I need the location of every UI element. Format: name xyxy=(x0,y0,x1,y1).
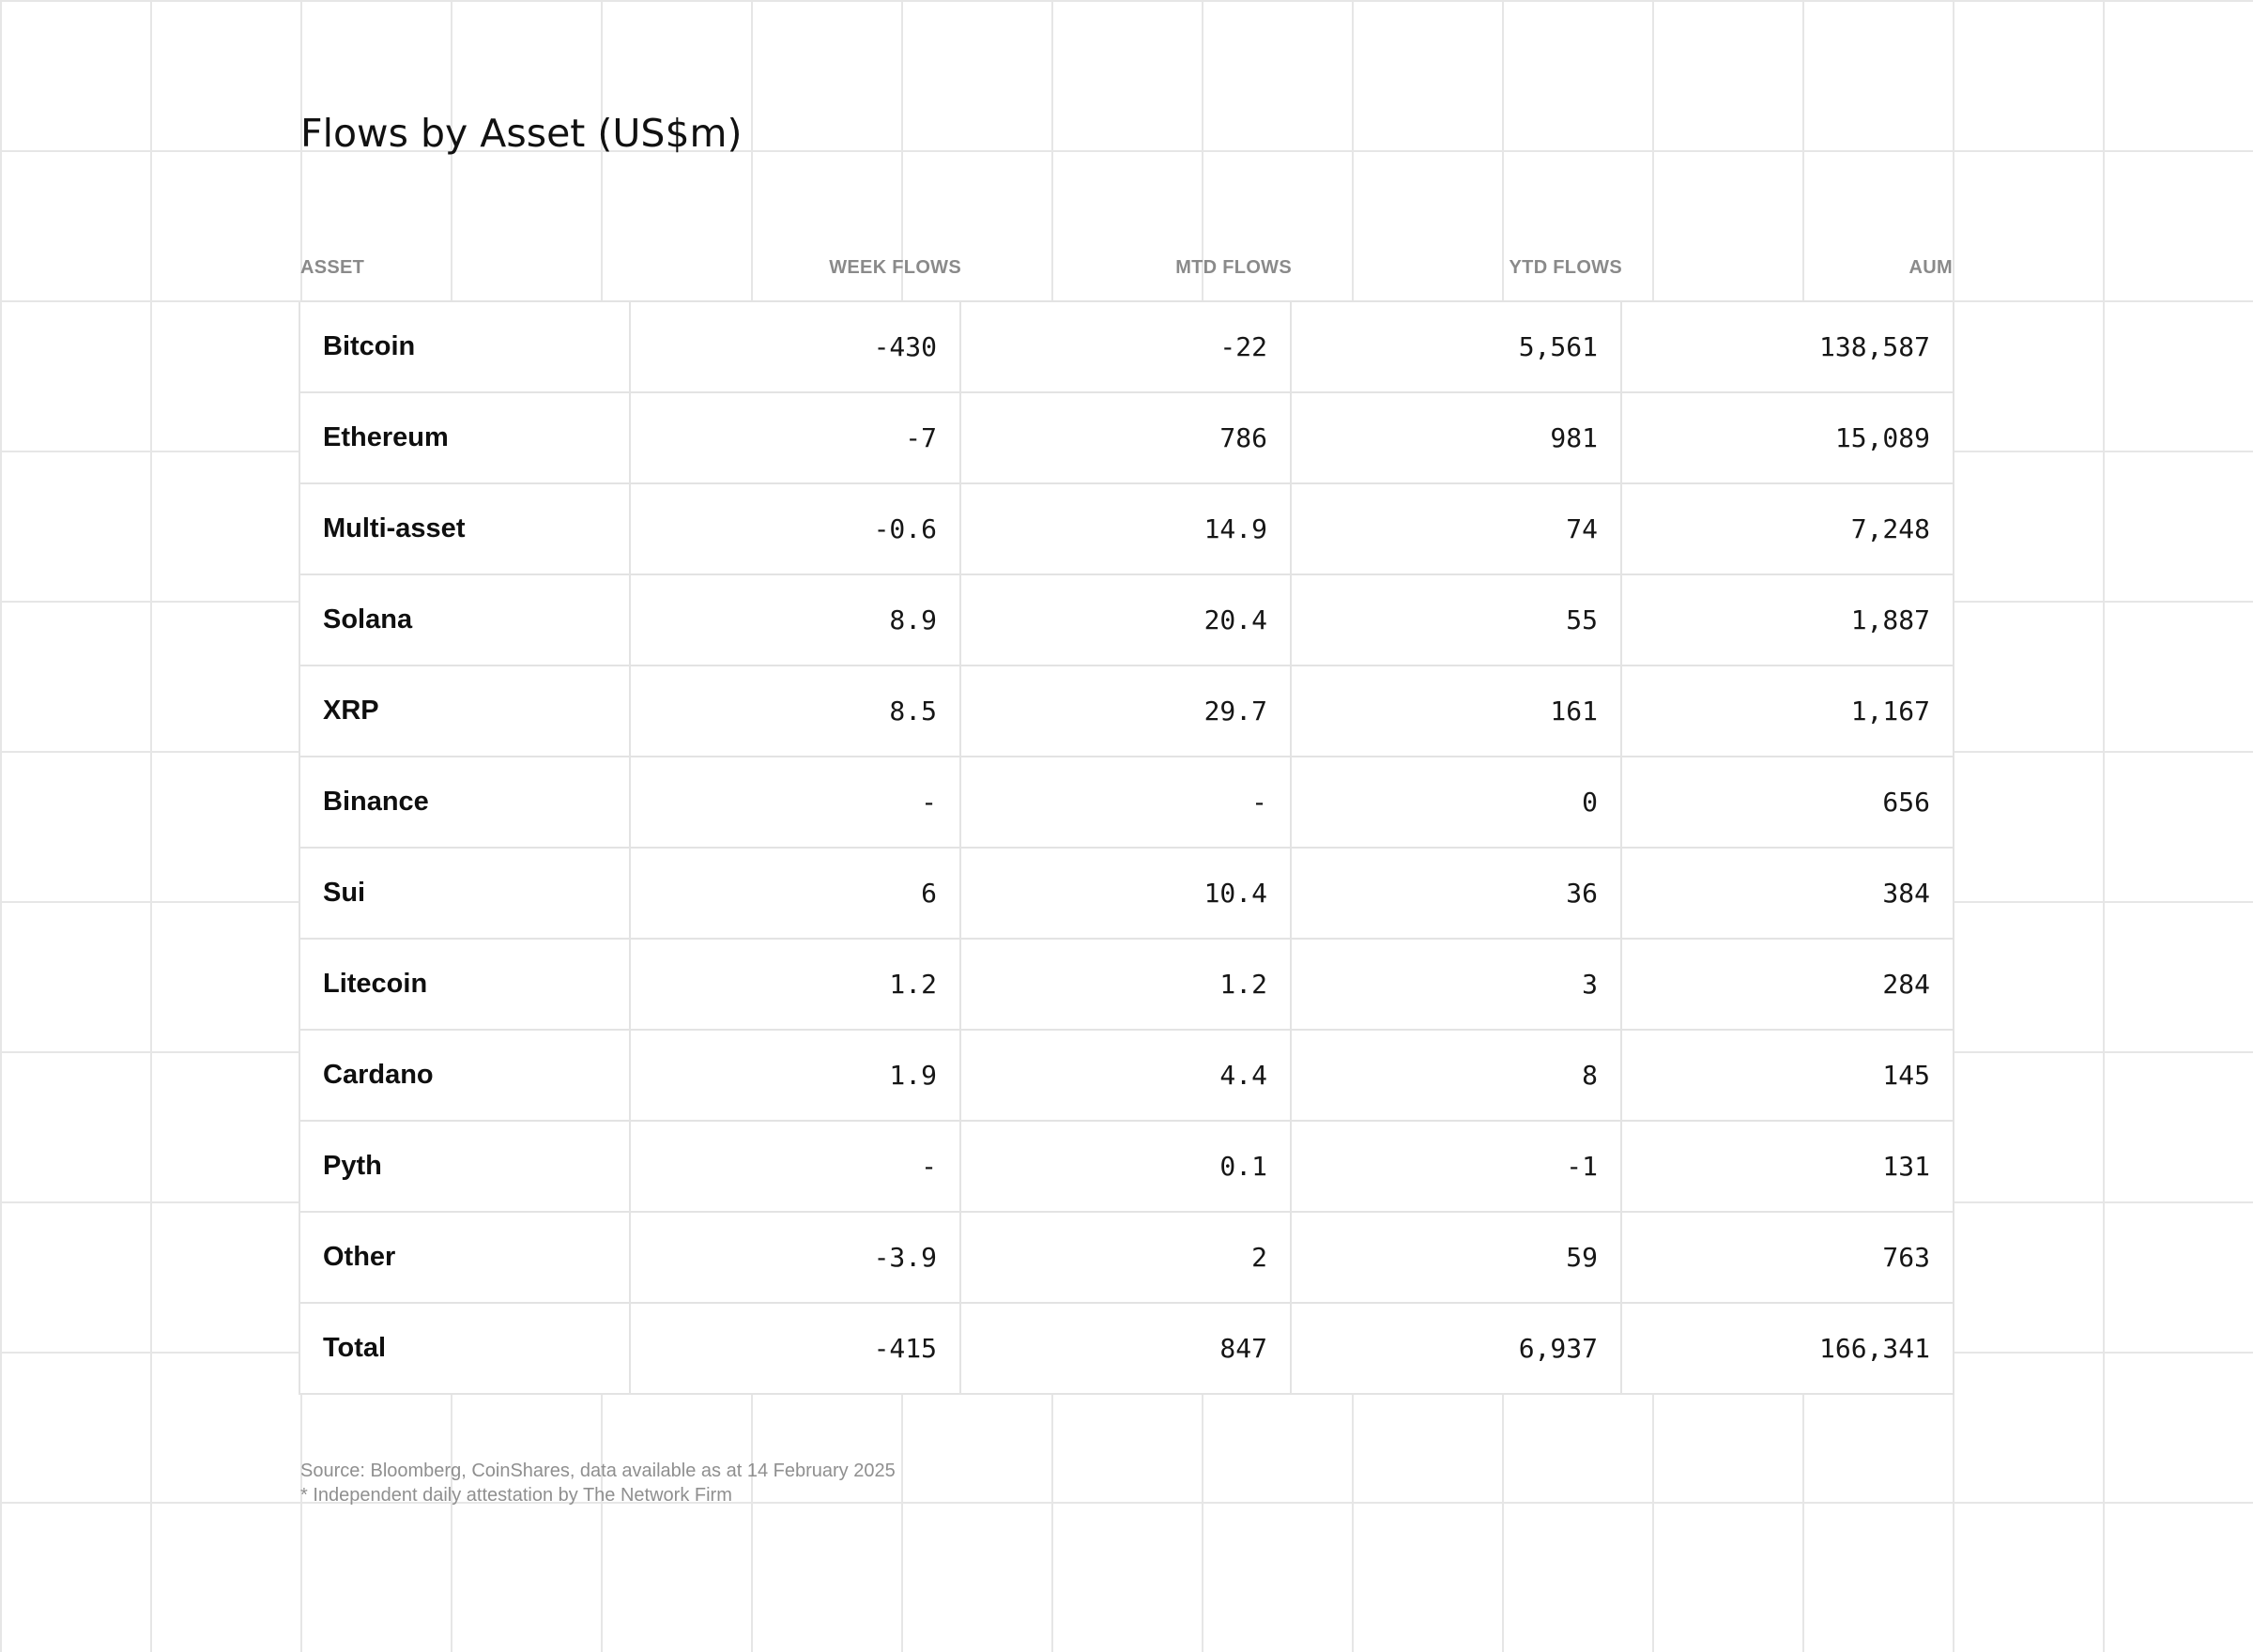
week-flows-cell: -3.9 xyxy=(631,1213,961,1302)
asset-name-cell: Multi-asset xyxy=(300,484,631,574)
table-row xyxy=(299,1304,1954,1395)
table-row xyxy=(299,1122,1954,1213)
attestation-note: * Independent daily attestation by The Network Firm xyxy=(300,1485,732,1506)
mtd-flows-cell: 2 xyxy=(961,1213,1292,1302)
aum-cell: 763 xyxy=(1882,1242,1930,1273)
ytd-flows-cell: 6,937 xyxy=(1292,1304,1622,1393)
table-row xyxy=(299,1031,1954,1122)
asset-name-cell: Sui xyxy=(300,849,631,938)
ytd-flows-cell: 981 xyxy=(1292,393,1622,482)
mtd-flows-cell: 847 xyxy=(961,1304,1292,1393)
mtd-flows-cell: -22 xyxy=(961,302,1292,391)
week-flows-cell: -0.6 xyxy=(631,484,961,574)
asset-name-cell: Other xyxy=(300,1213,631,1302)
table-row xyxy=(299,940,1954,1031)
column-header-week-flows: WEEK FLOWS xyxy=(829,256,961,278)
mtd-flows-cell: 786 xyxy=(961,393,1292,482)
asset-name-cell: Binance xyxy=(300,757,631,847)
table-row xyxy=(299,757,1954,849)
mtd-flows-cell: 20.4 xyxy=(961,575,1292,665)
mtd-flows-cell: 14.9 xyxy=(961,484,1292,574)
asset-name-cell: Cardano xyxy=(300,1031,631,1120)
week-flows-cell: -430 xyxy=(631,302,961,391)
table-row xyxy=(299,484,1954,575)
column-header-asset: ASSET xyxy=(300,256,365,278)
ytd-flows-cell: 74 xyxy=(1292,484,1622,574)
week-flows-cell: -415 xyxy=(631,1304,961,1393)
column-header-ytd-flows: YTD FLOWS xyxy=(1509,256,1622,278)
table-row xyxy=(299,1213,1954,1304)
ytd-flows-cell: 0 xyxy=(1292,757,1622,847)
ytd-flows-cell: 5,561 xyxy=(1292,302,1622,391)
ytd-flows-cell: 161 xyxy=(1292,666,1622,756)
table-row xyxy=(299,575,1954,666)
aum-cell: 384 xyxy=(1882,878,1930,909)
week-flows-cell: - xyxy=(631,757,961,847)
week-flows-cell: -7 xyxy=(631,393,961,482)
mtd-flows-cell: - xyxy=(961,757,1292,847)
asset-name-cell: XRP xyxy=(300,666,631,756)
ytd-flows-cell: 36 xyxy=(1292,849,1622,938)
table-header xyxy=(300,235,1953,300)
asset-name-cell: Solana xyxy=(300,575,631,665)
column-header-aum: AUM xyxy=(1908,256,1953,278)
aum-cell: 166,341 xyxy=(1818,1333,1930,1364)
week-flows-cell: 1.2 xyxy=(631,940,961,1029)
ytd-flows-cell: -1 xyxy=(1292,1122,1622,1211)
week-flows-cell: 6 xyxy=(631,849,961,938)
aum-cell: 1,887 xyxy=(1850,604,1930,635)
table-row xyxy=(299,849,1954,940)
mtd-flows-cell: 0.1 xyxy=(961,1122,1292,1211)
ytd-flows-cell: 3 xyxy=(1292,940,1622,1029)
week-flows-cell: - xyxy=(631,1122,961,1211)
aum-cell: 15,089 xyxy=(1834,422,1930,453)
week-flows-cell: 1.9 xyxy=(631,1031,961,1120)
aum-cell: 7,248 xyxy=(1850,513,1930,544)
ytd-flows-cell: 8 xyxy=(1292,1031,1622,1120)
aum-cell: 131 xyxy=(1882,1151,1930,1182)
aum-cell: 284 xyxy=(1882,969,1930,1000)
chart-title: Flows by Asset (US$m) xyxy=(300,111,743,156)
week-flows-cell: 8.5 xyxy=(631,666,961,756)
mtd-flows-cell: 4.4 xyxy=(961,1031,1292,1120)
aum-cell: 145 xyxy=(1882,1060,1930,1091)
asset-name-cell: Total xyxy=(300,1304,631,1393)
mtd-flows-cell: 29.7 xyxy=(961,666,1292,756)
table-body xyxy=(300,300,1953,1395)
mtd-flows-cell: 10.4 xyxy=(961,849,1292,938)
aum-cell: 1,167 xyxy=(1850,696,1930,727)
source-note: Source: Bloomberg, CoinShares, data available as at 14 February 2025 xyxy=(300,1461,896,1481)
mtd-flows-cell: 1.2 xyxy=(961,940,1292,1029)
aum-cell: 656 xyxy=(1882,787,1930,818)
aum-cell: 138,587 xyxy=(1818,331,1930,362)
column-header-mtd-flows: MTD FLOWS xyxy=(1175,256,1292,278)
asset-name-cell: Pyth xyxy=(300,1122,631,1211)
ytd-flows-cell: 59 xyxy=(1292,1213,1622,1302)
source-notes xyxy=(300,1459,896,1507)
flows-table xyxy=(300,235,1953,1395)
asset-name-cell: Bitcoin xyxy=(300,302,631,391)
ytd-flows-cell: 55 xyxy=(1292,575,1622,665)
table-row xyxy=(299,666,1954,757)
asset-name-cell: Litecoin xyxy=(300,940,631,1029)
week-flows-cell: 8.9 xyxy=(631,575,961,665)
asset-name-cell: Ethereum xyxy=(300,393,631,482)
table-row xyxy=(299,302,1954,393)
table-row xyxy=(299,393,1954,484)
